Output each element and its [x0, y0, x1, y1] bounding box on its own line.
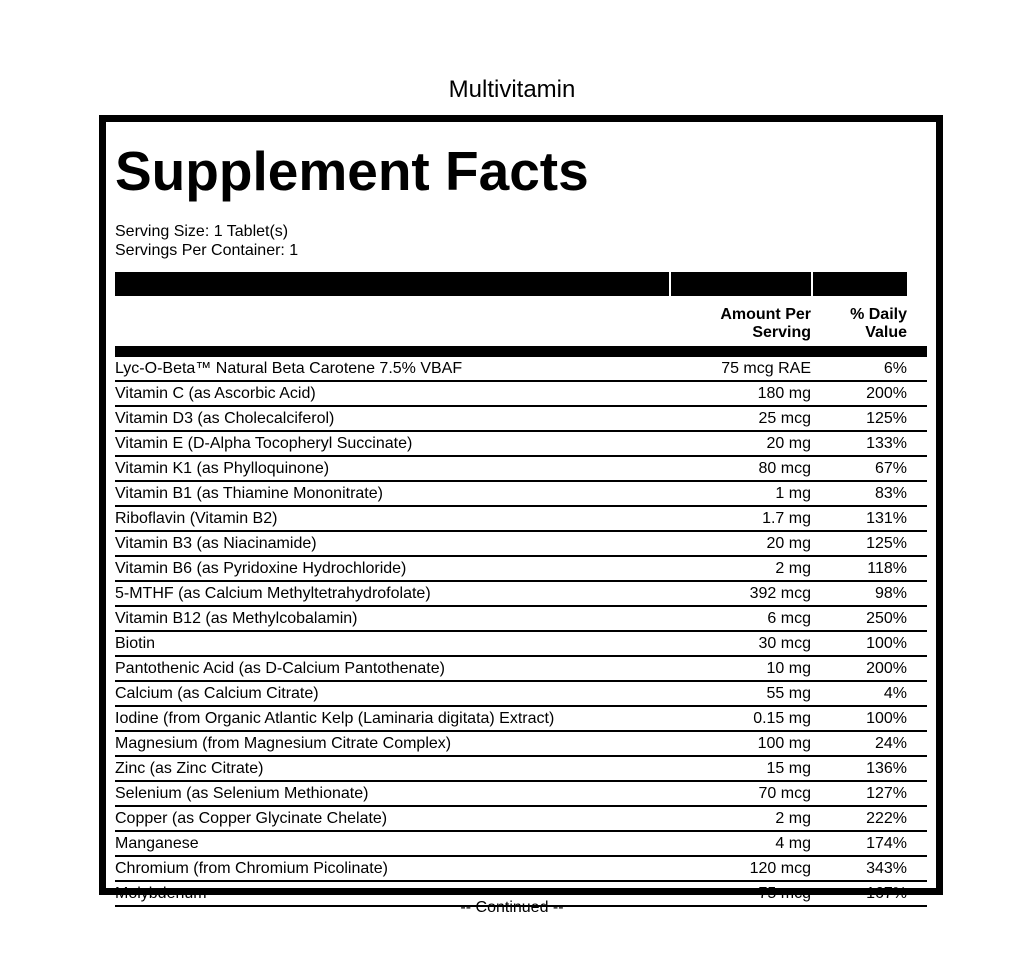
nutrient-amount: 392 mcg — [749, 585, 811, 602]
nutrient-amount: 1.7 mg — [762, 510, 811, 527]
table-row — [115, 782, 927, 807]
nutrient-amount: 15 mg — [766, 760, 811, 777]
table-row — [115, 482, 927, 507]
table-row — [115, 457, 927, 482]
nutrient-name: Chromium (from Chromium Picolinate) — [115, 860, 388, 877]
table-row — [115, 607, 927, 632]
nutrient-name: Selenium (as Selenium Methionate) — [115, 785, 369, 802]
nutrient-daily-value: 83% — [874, 485, 907, 502]
product-name: Multivitamin — [448, 76, 576, 103]
table-row — [115, 382, 927, 407]
nutrient-daily-value: 131% — [866, 510, 907, 527]
nutrient-amount: 4 mg — [775, 835, 811, 852]
table-row — [115, 407, 927, 432]
nutrient-amount: 20 mg — [766, 435, 811, 452]
nutrient-daily-value: 343% — [866, 860, 907, 877]
nutrient-name: Copper (as Copper Glycinate Chelate) — [115, 810, 388, 827]
nutrient-name: Vitamin C (as Ascorbic Acid) — [115, 385, 316, 402]
nutrient-daily-value: 100% — [866, 635, 907, 652]
nutrient-name: Zinc (as Zinc Citrate) — [115, 760, 264, 777]
header-daily-value: % Daily Value — [850, 306, 907, 341]
nutrient-amount: 80 mcg — [758, 460, 811, 477]
thick-divider — [115, 272, 927, 296]
nutrient-name: Vitamin B3 (as Niacinamide) — [115, 535, 317, 552]
table-row — [115, 682, 927, 707]
nutrient-amount: 20 mg — [766, 535, 811, 552]
serving-size: Serving Size: 1 Tablet(s) — [115, 223, 289, 240]
table-row — [115, 557, 927, 582]
nutrient-daily-value: 118% — [867, 560, 907, 577]
nutrient-daily-value: 98% — [874, 585, 907, 602]
nutrient-name: Vitamin D3 (as Cholecalciferol) — [115, 410, 335, 427]
nutrient-daily-value: 100% — [866, 710, 907, 727]
nutrient-name: Riboflavin (Vitamin B2) — [115, 510, 278, 527]
nutrient-name: Manganese — [115, 835, 199, 852]
table-row — [115, 832, 927, 857]
nutrient-amount: 0.15 mg — [753, 710, 811, 727]
nutrient-daily-value: 125% — [866, 535, 907, 552]
medium-divider — [115, 346, 927, 357]
nutrient-name: Vitamin K1 (as Phylloquinone) — [115, 460, 330, 477]
header-amount-per-serving: Amount Per Serving — [720, 306, 811, 341]
nutrient-name: Calcium (as Calcium Citrate) — [115, 685, 319, 702]
nutrient-name: Vitamin B12 (as Methylcobalamin) — [115, 610, 358, 627]
nutrient-amount: 75 mcg RAE — [721, 360, 811, 377]
table-row — [115, 532, 927, 557]
nutrient-amount: 180 mg — [757, 385, 811, 402]
nutrient-amount: 10 mg — [766, 660, 811, 677]
nutrient-name: Pantothenic Acid (as D-Calcium Pantothenate) — [115, 660, 445, 677]
column-header — [115, 296, 927, 346]
nutrient-name: Vitamin E (D-Alpha Tocopheryl Succinate) — [115, 435, 413, 452]
nutrient-name: Vitamin B6 (as Pyridoxine Hydrochloride) — [115, 560, 407, 577]
table-row — [115, 432, 927, 457]
nutrient-daily-value: 200% — [866, 385, 907, 402]
divider-segment-amount — [671, 272, 811, 296]
nutrient-daily-value: 222% — [866, 810, 907, 827]
table-row — [115, 632, 927, 657]
nutrient-amount: 75 mcg — [758, 885, 811, 902]
nutrient-amount: 6 mcg — [767, 610, 811, 627]
continued-note: -- Continued -- — [460, 899, 564, 916]
nutrient-name: 5-MTHF (as Calcium Methyltetrahydrofolate) — [115, 585, 431, 602]
supplement-facts-panel — [99, 115, 943, 902]
nutrient-daily-value: 136% — [866, 760, 907, 777]
nutrient-name: Molybdenum — [115, 885, 207, 902]
nutrient-daily-value: 133% — [866, 435, 907, 452]
nutrient-daily-value: 200% — [866, 660, 907, 677]
nutrient-amount: 70 mcg — [758, 785, 811, 802]
nutrient-amount: 55 mg — [766, 685, 811, 702]
table-row — [115, 807, 927, 832]
panel-title: Supplement Facts — [115, 140, 589, 202]
nutrient-list — [115, 357, 927, 907]
table-row — [115, 507, 927, 532]
table-row — [115, 657, 927, 682]
nutrient-daily-value: 125% — [866, 410, 907, 427]
nutrient-daily-value: 6% — [883, 360, 907, 377]
nutrient-amount: 25 mcg — [758, 410, 811, 427]
table-row — [115, 707, 927, 732]
nutrient-daily-value: 67% — [874, 460, 907, 477]
table-row — [115, 857, 927, 882]
nutrient-name: Lyc-O-Beta™ Natural Beta Carotene 7.5% VBAF — [115, 360, 463, 377]
divider-segment-name — [115, 272, 669, 296]
nutrient-daily-value: 24% — [874, 735, 907, 752]
nutrient-name: Vitamin B1 (as Thiamine Mononitrate) — [115, 485, 383, 502]
nutrient-daily-value: 250% — [866, 610, 907, 627]
nutrient-name: Magnesium (from Magnesium Citrate Complex) — [115, 735, 452, 752]
nutrient-daily-value: 174% — [866, 835, 907, 852]
nutrient-amount: 2 mg — [775, 810, 811, 827]
table-row — [115, 357, 927, 382]
nutrient-name: Biotin — [115, 635, 156, 652]
table-row — [115, 757, 927, 782]
nutrient-daily-value: 4% — [883, 685, 907, 702]
nutrient-daily-value: 127% — [866, 785, 907, 802]
table-row — [115, 732, 927, 757]
nutrient-daily-value: 167% — [866, 885, 907, 902]
divider-segment-dv — [813, 272, 907, 296]
table-row — [115, 582, 927, 607]
servings-per-container: Servings Per Container: 1 — [115, 242, 299, 259]
nutrient-amount: 2 mg — [775, 560, 811, 577]
nutrient-amount: 30 mcg — [758, 635, 811, 652]
nutrient-amount: 100 mg — [757, 735, 811, 752]
serving-info — [115, 222, 927, 260]
nutrient-amount: 1 mg — [775, 485, 811, 502]
nutrient-amount: 120 mcg — [749, 860, 811, 877]
nutrient-name: Iodine (from Organic Atlantic Kelp (Laminaria digitata) Extract) — [115, 710, 555, 727]
